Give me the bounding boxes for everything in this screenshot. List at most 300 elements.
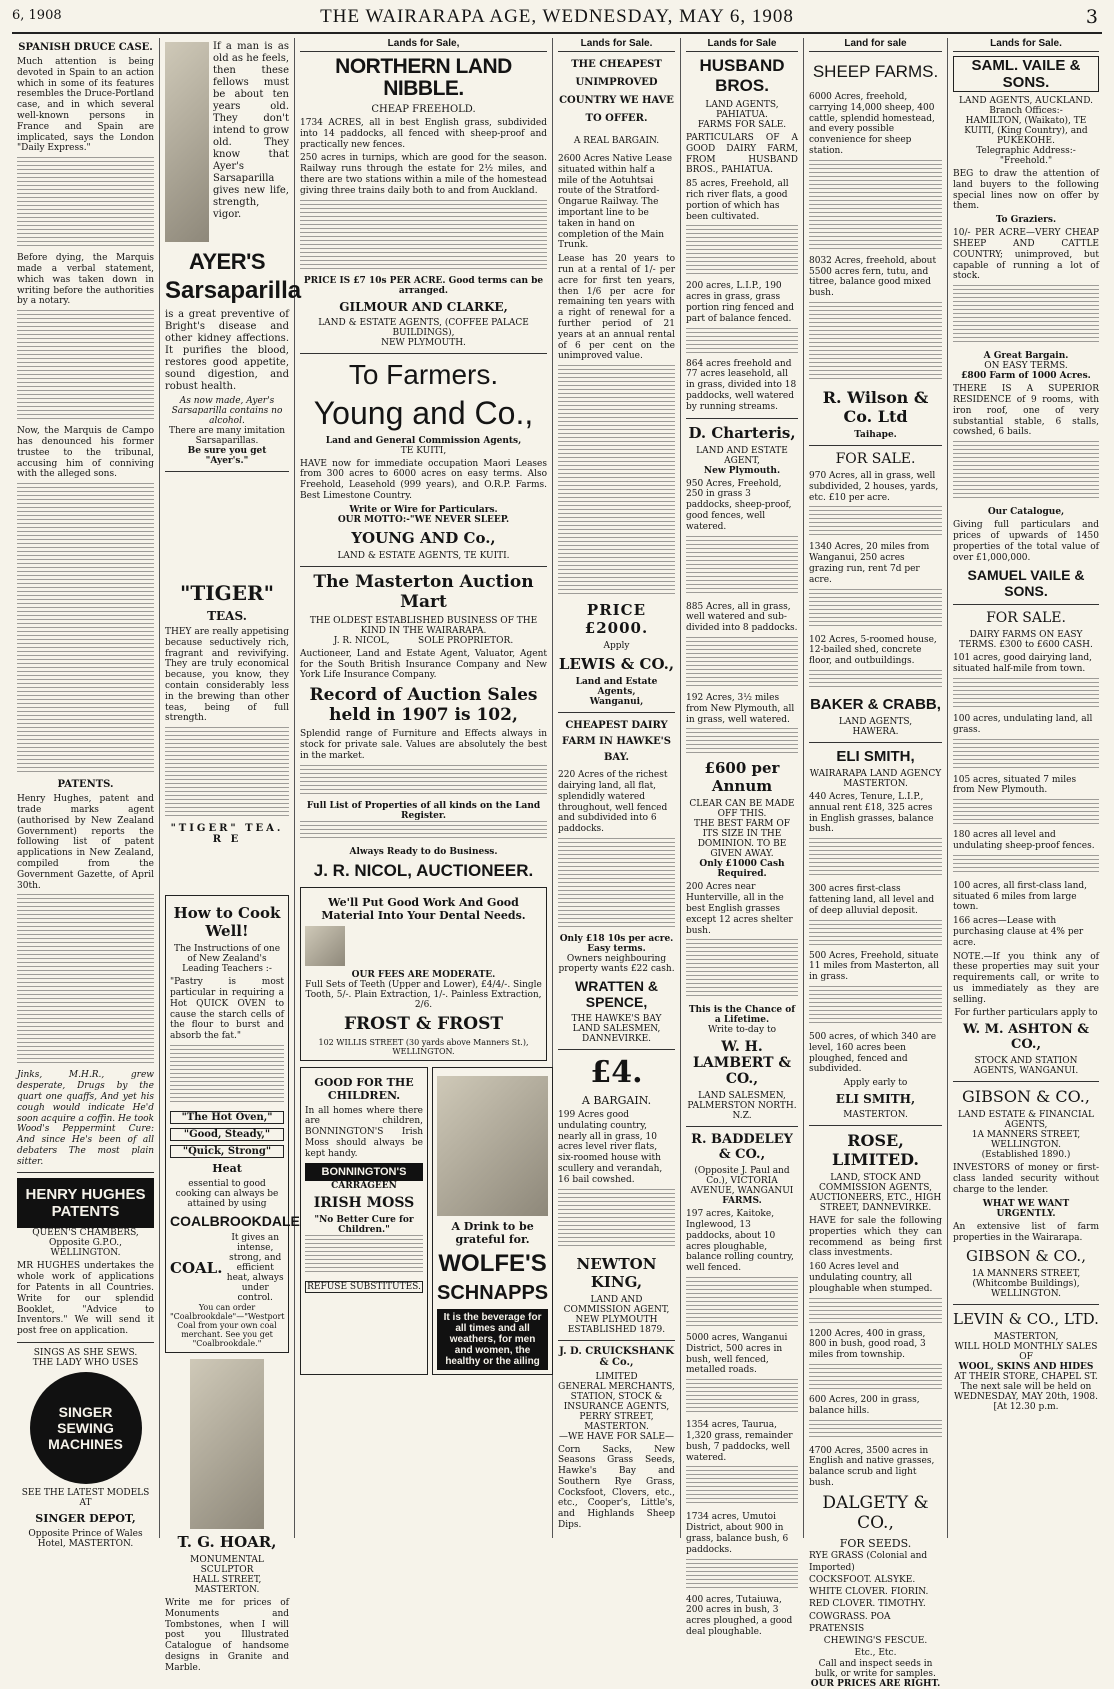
lot-300: 300 acres first-class fattening land, all level and of deep alluvial deposit. [809, 884, 935, 916]
patents-text: Henry Hughes, patent and trade marks agent (authorised by New Zealand Government) reports the following list of patent applications in New Zealand, compiled from the Government Gazette, of April 30th. [17, 794, 154, 891]
to-farmers: To Farmers. [348, 358, 499, 390]
want-body: An extensive list of farm properties in the Wairarapa. [953, 1221, 1099, 1243]
young-body: HAVE now for immediate occupation Maori Leases from 300 acres to 6000 acres on easy terms. Also Freehold, Leasehold (999 years), and O.R.P. Farms. Best Limestone Country. [300, 458, 547, 502]
text-lines [686, 1559, 798, 1589]
lot-1200: 1200 Acres, 400 in grass, 800 in bush, good road, 3 miles from township. [809, 1328, 926, 1361]
text-lines [686, 536, 798, 596]
lot-864: 864 acres freehold and 77 acres leasehold, all in grass, divided into 18 paddocks, well watered by running streams. [686, 358, 797, 412]
young-address: LAND & ESTATE AGENTS, TE KUITI. [337, 550, 510, 561]
wilson-co: R. Wilson & Co. Ltd [822, 387, 929, 426]
singer-logo-text: SINGER SEWING MACHINES [48, 1404, 123, 1453]
text-lines [953, 285, 1099, 345]
lot-200b: 200 Acres near Hunterville, all in the best English grasses except 12 acres shelter bush. [686, 882, 793, 936]
lot-100b: 100 acres, all first-class land, situated 6 miles from large town. [953, 880, 1088, 913]
monumental-sculptor: MONUMENTAL SCULPTOR [190, 1555, 264, 1576]
te-kuiti: TE KUITI, [400, 445, 447, 456]
fees-moderate: OUR FEES ARE MODERATE. [351, 969, 496, 980]
text-lines [809, 838, 942, 878]
at-their-store: AT THEIR STORE, CHAPEL ST. [954, 1372, 1098, 1383]
boys-illustration [165, 42, 209, 242]
what-we-want: WHAT WE WANT URGENTLY. [982, 1198, 1070, 1219]
divider [809, 445, 942, 446]
lot-105: 105 acres, situated 7 miles from New Plymouth. [953, 774, 1077, 796]
cheapest-unimproved: THE CHEAPEST UNIMPROVED COUNTRY WE HAVE TO OFFER. [559, 59, 674, 124]
note: NOTE.—If you think any of these properties may suit your requirements call, or write to us immediately as they are selling. [953, 951, 1099, 1005]
best-farm: THE BEST FARM OF ITS SIZE IN THE DOMINION. TO BE GIVEN AWAY. [694, 819, 790, 860]
seed-item: COCKSFOOT. ALSYKE. [809, 1575, 916, 1586]
jinks-verse: Jinks, M.H.R., grew desperate, Drugs by the quart one quaffs, And yet his cough would indicate He'd soon acquire a coffin. He took Wood's Peppermint Cure: And since He's been of all debaters The most plain sitter. [17, 1070, 154, 1167]
text-lines [686, 1466, 798, 1506]
next-sale: The next sale will be held on [960, 1382, 1092, 1393]
divider [953, 1081, 1099, 1082]
text-lines [809, 160, 942, 250]
sale-date: WEDNESDAY, MAY 20th, 1908. [953, 1392, 1098, 1403]
column-5 [681, 38, 804, 1638]
tiger-name: "TIGER" [179, 581, 275, 606]
cruickshank: J. D. CRUICKSHANK & Co., [559, 1345, 674, 1368]
grass-seed-list [809, 1550, 942, 1659]
divider [165, 471, 289, 472]
lot-160: 160 Acres level and undulating country, all ploughable when stumped. [809, 1262, 933, 1294]
tiger-body: THEY are really appetising because seductively rich, fragrant and revivifying. They are truly economical because, you know, they contain considerably less in the brewing than other teas, being of full strength. [165, 627, 289, 724]
page-number: 3 [1085, 6, 1098, 28]
column-header: Lands for Sale, [300, 38, 547, 52]
text-lines [686, 939, 798, 999]
nicol-auctioneer: J. R. NICOL, AUCTIONEER. [313, 860, 534, 880]
text-lines [809, 302, 942, 382]
northern-land-nibble: NORTHERN LAND NIBBLE. [335, 55, 512, 101]
text-lines [809, 1420, 942, 1440]
text-lines [686, 225, 798, 275]
divider [558, 1340, 675, 1341]
text-lines [686, 1277, 798, 1327]
divider [558, 712, 675, 713]
lot-1340: 1340 Acres, 20 miles from Wanganui, 250 acres grazing run, rent 7d per acre. [809, 542, 930, 585]
lot-500: 500 Acres, Freehold, situate 11 miles from Masterton, all in grass. [809, 950, 939, 983]
text-lines [300, 821, 547, 841]
pastry-quote: "Pastry is most particular in requiring a Hot QUICK OVEN to cause the starch cells of the flour to burst and absorb the fat." [170, 977, 284, 1042]
waiter-illustration [437, 1076, 548, 1216]
record-body: Splendid range of Furniture and Effects always in stock for private sale. Values are absolutely the best in the market. [300, 729, 547, 761]
lot-101: 101 acres, good dairying land, situated half-mile from town. [953, 653, 1092, 675]
for-sale: FOR SALE. [986, 610, 1066, 627]
how-to-cook-ad [165, 895, 300, 1353]
oldest-established: THE OLDEST ESTABLISHED BUSINESS OF THE KIND IN THE WAIRARAPA. [309, 615, 538, 636]
column-7 [948, 38, 1104, 1538]
text-lines [809, 589, 942, 629]
baker-sub: LAND AGENTS, [838, 716, 913, 727]
will-hold: WILL HOLD MONTHLY SALES [954, 1342, 1098, 1353]
lot-950: 950 Acres, Freehold, 250 in grass 3 paddocks, sheep-proof, good fences, well watered. [686, 478, 792, 532]
sarsaparilla-title: Sarsaparilla [165, 277, 302, 305]
masthead-title: THE WAIRARAPA AGE, WEDNESDAY, MAY 6, 1908 [320, 6, 794, 27]
full-list: Full List of Properties of all kinds on the Land Register. [306, 800, 541, 821]
charteris: D. Charteris, [688, 423, 796, 442]
established-1890: (Established 1890.) [981, 1150, 1071, 1161]
rose-body: HAVE for sale the following properties which they can recommend as being first class investments. [809, 1216, 942, 1259]
divider [809, 1125, 942, 1126]
new-plymouth: NEW PLYMOUTH. [381, 337, 466, 348]
six-hundred-per-annum: £600 per Annum [704, 759, 780, 796]
text-lines [686, 1379, 798, 1414]
eli-smith: ELI SMITH, [836, 747, 915, 765]
text-lines [953, 799, 1099, 824]
text-lines [809, 506, 942, 536]
schnapps-name: SCHNAPPS [437, 1281, 549, 1304]
lot-100: 100 acres, undulating land, all grass. [953, 713, 1093, 735]
spacer [165, 849, 289, 889]
lower-ads-row [300, 1067, 547, 1375]
text-lines [953, 678, 1099, 708]
seed-item: CHEWING'S FESCUE. [823, 1635, 928, 1646]
text-lines [809, 1364, 942, 1389]
rose-sub: LAND, STOCK AND COMMISSION AGENTS, AUCTIONEERS, ETC., HIGH STREET, DANNEVIRKE. [809, 1173, 942, 1214]
cruickshank-items: Corn Sacks, New Seasons Grass Seeds, Hawke's Bay and Southern Rye Grass, Cocksfoot, Clovers, etc., etc., Cooper's, Little's, and Highlands Sheep Dips. [558, 1444, 675, 1531]
masterton-2: MASTERTON. [843, 1110, 908, 1121]
imitation-note: There are many imitation Sarsaparillas. [168, 426, 286, 447]
levin-place: MASTERTON, [993, 1332, 1059, 1343]
spanish-text: Before dying, the Marquis made a verbal statement, which was taken down in writing before the authorities by a notary. [17, 253, 154, 307]
refuse-substitutes: REFUSE SUBSTITUTES. [305, 1281, 423, 1293]
always-ready: Always Ready to do Business. [349, 846, 498, 857]
good-steady-label: "Good, Steady," [170, 1128, 284, 1141]
gibson-signature: GIBSON & CO., [966, 1247, 1086, 1266]
hughes-text: MR HUGHES undertakes the whole work of applications for Patents in all Countries. Write for our splendid Booklet, "Advice to Inventors." We will send it post free on application. [17, 1261, 154, 1337]
ashton: W. M. ASHTON & CO., [963, 1022, 1089, 1053]
hall-street: HALL STREET, MASTERTON. [192, 1575, 262, 1596]
for-sale: FOR SALE. [835, 450, 916, 467]
sale-time: [At 12.30 p.m. [993, 1402, 1059, 1413]
perry-street: PERRY STREET, MASTERTON. [579, 1411, 654, 1432]
manners-street: 1A MANNERS STREET, WELLINGTON. [971, 1130, 1081, 1151]
text-lines [305, 1235, 423, 1275]
our-catalogue: Our Catalogue, [987, 507, 1065, 518]
column-1 [12, 38, 160, 1550]
divider [953, 1304, 1099, 1305]
sheep-farms: SHEEP FARMS. [812, 62, 939, 81]
price-line: PRICE IS £7 10s PER ACRE. Good terms can be arranged. [303, 275, 544, 296]
text-lines [558, 1189, 675, 1249]
singer-logo [30, 1372, 142, 1484]
column-header: Lands for Sale. [953, 38, 1099, 52]
dairy-farms: DAIRY FARMS ON EASY TERMS. £300 to £600 CASH. [959, 630, 1093, 651]
coal-row [170, 1233, 284, 1303]
coal-label: COAL. [170, 1259, 223, 1278]
write-wire: Write or Wire for Particulars. [349, 504, 498, 515]
easy-terms: ON EASY TERMS. [984, 361, 1068, 372]
call-inspect: Call and inspect seeds in bulk, or write for samples. [815, 1659, 936, 1680]
good-for-children: GOOD FOR THE CHILDREN. [314, 1075, 414, 1102]
apply-early: Apply early to [843, 1078, 908, 1089]
newton-place: NEW PLYMOUTH [575, 1314, 658, 1325]
wanganui: Wanganui, [589, 697, 644, 708]
chance-lifetime: This is the Chance of a Lifetime. [688, 1005, 796, 1026]
four-pounds: £4. [590, 1054, 643, 1090]
text-lines [165, 727, 289, 817]
dental-headline: We'll Put Good Work And Good Material Into Your Dental Needs. [321, 895, 526, 922]
divider [17, 1342, 154, 1343]
lot-220: 220 Acres of the richest dairying land, all flat, splendidly watered throughout, well fenced and subdivided into 6 paddocks. [558, 770, 668, 835]
catalogue-body: Giving full particulars and prices of upwards of 1450 properties of the total value of over £1,000,000. [953, 520, 1099, 563]
gilmour-address: LAND & ESTATE AGENTS, (COFFEE PALACE BUILDINGS), [318, 317, 529, 338]
vaile-intro: BEG to draw the attention of land buyers to the following special lines now on offer by them. [953, 169, 1099, 212]
established-1879: ESTABLISHED 1879. [567, 1324, 666, 1335]
we-have-for-sale: —WE HAVE FOR SALE— [559, 1431, 674, 1442]
of-label: OF [1019, 1352, 1033, 1363]
how-to-cook-title: How to Cook Well! [173, 904, 281, 941]
divider [17, 1172, 154, 1173]
lot-192: 192 Acres, 3½ miles from New Plymouth, all in grass, well watered. [686, 692, 795, 725]
text-lines [300, 200, 547, 270]
column-6 [804, 38, 948, 1689]
irish-moss: IRISH MOSS [313, 1194, 415, 1211]
lot-8032: 8032 Acres, freehold, about 5500 acres fern, tutu, and titree, balance good mixed bush. [809, 255, 937, 299]
lot-166: 166 acres—Lease with purchasing clause at 4% per acre. [953, 916, 1084, 948]
lot-199: 199 Acres good undulating country, nearly all in grass, 10 acres level river flats, six-roomed house with scullery and verandah, 16 bail cowshed. [558, 1109, 663, 1185]
quick-strong-label: "Quick, Strong" [170, 1145, 284, 1158]
text-lines [953, 441, 1099, 501]
tiger-ring: "TIGER" TEA. R E [170, 823, 284, 846]
baddeley: R. BADDELEY & CO., [691, 1132, 793, 1163]
divider [300, 353, 547, 354]
divider [300, 566, 547, 567]
divider [809, 742, 942, 743]
wool-skins: WOOL, SKINS AND HIDES [958, 1362, 1094, 1373]
text-lines [558, 365, 675, 595]
newton-sub: LAND AND COMMISSION AGENT, [563, 1294, 670, 1315]
logo-text: HENRY HUGHES PATENTS [25, 1186, 146, 1221]
branches: HAMILTON, (Waikato), TE KUITI, (King Country), and PUKEKOHE. [964, 116, 1088, 146]
masterton-auction-mart: The Masterton Auction Mart [313, 571, 534, 612]
manners-signature: 1A MANNERS STREET, (Whitcombe Buildings), WELLINGTON. [971, 1269, 1081, 1300]
text-lines [953, 739, 1099, 769]
lady-who-uses: THE LADY WHO USES [32, 1358, 139, 1369]
patents-headline: PATENTS. [57, 779, 114, 791]
graziers-body: 10/- PER ACRE—VERY CHEAP SHEEP AND CATTLE COUNTRY; unimproved, but capable of running a lot of stock. [953, 228, 1099, 282]
general-merchants: GENERAL MERCHANTS, STATION, STOCK & INSURANCE AGENTS, [558, 1381, 675, 1412]
gibson: GIBSON & CO., [962, 1087, 1090, 1107]
limited: LIMITED [595, 1371, 638, 1382]
great-bargain: A Great Bargain. [983, 351, 1069, 362]
heat-body: essential to good cooking can always be attained by using [175, 1179, 279, 1210]
divider [686, 418, 798, 419]
wairarapa-agency: WAIRARAPA LAND AGENCY [809, 768, 942, 779]
see-latest-models: SEE THE LATEST MODELS [21, 1488, 150, 1499]
no-alcohol: As now made, Ayer's Sarsaparilla contains no alcohol. [171, 396, 283, 427]
spanish-text: Now, the Marquis de Campo has denounced his former trustee to the tribunal, accusing him of conniving with the alleged sons. [17, 426, 154, 480]
for-seeds: FOR SEEDS. [839, 1536, 912, 1550]
wolfes-name: WOLFE'S [438, 1249, 547, 1277]
text-lines [17, 894, 154, 1064]
young-signature: YOUNG AND Co., [351, 528, 496, 547]
be-sure: Be sure you get "Ayer's." [187, 446, 267, 467]
divider [953, 604, 1099, 605]
levin-co: LEVIN & CO., LTD. [953, 1310, 1099, 1329]
tiger-arch-lettering [165, 477, 289, 577]
ayer-body: is a great preventive of Bright's disease and other kidney affections. It purifies the blood, restores good appetite, sound digestion, and robust health. [165, 309, 289, 393]
price-2000: PRICE £2000. [584, 601, 649, 638]
masthead [12, 6, 1102, 34]
only-18: Only £18 10s per acre. Easy terms. [559, 933, 674, 954]
eli-smith-signature: ELI SMITH, [835, 1092, 916, 1107]
dentist-portrait [305, 926, 345, 966]
masterton: MASTERTON. [843, 778, 908, 789]
lot-85: 85 acres, Freehold, all rich river flats, a good portion of which has been cultivated. [686, 179, 789, 222]
lot-600: 600 Acres, 200 in grass, balance hills. [809, 1395, 920, 1416]
saml-vaile: SAML. VAILE & SONS. [953, 56, 1099, 92]
ayer-intro-text: If a man is as old as he feels, then these fellows must be about ten years old. They don't intend to grow old. They know that Ayer's Sarsaparilla gives new life, strength, vigor. [213, 41, 289, 220]
singer-depot: SINGER DEPOT, [35, 1512, 136, 1526]
seed-item: RED CLOVER. TIMOTHY. [809, 1599, 926, 1610]
column-3 [295, 38, 553, 1538]
text-lines [809, 670, 942, 690]
lot-5000: 5000 acres, Wanganui District, 500 acres in bush, well fenced, metalled roads. [686, 1333, 788, 1376]
baddeley-sub: (Opposite J. Paul and Co.), VICTORIA AVENUE, WANGANUI [690, 1166, 794, 1197]
lot-197: 197 acres, Kaitoke, Inglewood, 13 paddocks, about 10 acres ploughable, balance rolling country, well fenced. [686, 1209, 794, 1274]
husband-sub: LAND AGENTS, [705, 100, 779, 110]
farm-800: £800 Farm of 1000 Acres. [961, 371, 1091, 382]
dental-body: Full Sets of Teeth (Upper and Lower), £4/4/-. Single Tooth, 5/-. Plain Extraction, 1/-. Painless Extraction, 2/6. [305, 979, 542, 1010]
sings-headline: SINGS AS SHE SEWS. [33, 1348, 138, 1359]
column-header: Land for sale [809, 38, 942, 52]
lot-440: 440 Acres, Tenure, L.I.P., annual rent £18, 325 acres in English grasses, balance bush. [809, 791, 934, 835]
investors: INVESTORS of money or first-class landed security without charge to the lender. [953, 1163, 1099, 1196]
hawera: HAWERA. [852, 726, 899, 737]
text-lines [809, 986, 942, 1026]
dalgety: DALGETY & CO., [822, 1492, 929, 1533]
samuel-vaile: SAMUEL VAILE & SONS. [967, 567, 1085, 600]
to-graziers: To Graziers. [995, 215, 1057, 226]
text-lines [953, 855, 1099, 875]
lot-1734b: 1734 acres, Umutoi District, about 900 in grass, balance bush, 6 paddocks. [686, 1512, 789, 1555]
henry-hughes-patents-logo [17, 1178, 154, 1228]
text-lines [17, 483, 154, 773]
lewis-sub: Land and Estate Agents, [575, 677, 658, 698]
text-lines [686, 728, 798, 753]
seed-item: Etc., Etc. [854, 1647, 897, 1658]
newton-king: NEWTON KING, [576, 1254, 657, 1291]
beverage-tagline: It is the beverage for all times and all weathers, for men and women, the healthy or the ailing [437, 1309, 548, 1370]
northern-body: 250 acres in turnips, which are good for the season. Railway runs through the estate for 2½ miles, and there are two stations within a mile of the homestead giving three trains daily both to and from Auckland. [300, 153, 547, 196]
at-label: AT [79, 1498, 92, 1509]
our-motto: OUR MOTTO:-"WE NEVER SLEEP. [337, 514, 510, 525]
apply-label: Apply [603, 641, 630, 652]
text-lines [558, 838, 675, 928]
tiger-teas: TEAS. [207, 609, 247, 624]
text-lines [17, 310, 154, 420]
divider [686, 1126, 798, 1127]
coalbrookdale-title: COALBROOKDALE [170, 1213, 300, 1230]
vaile-sub: LAND AGENTS, AUCKLAND. [959, 96, 1093, 106]
lot-6000: 6000 Acres, freehold, carrying 14,000 sheep, 400 cattle, splendid homestead, and every possible convenience for sheep station. [809, 92, 935, 156]
lease-body: Lease has 20 years to run at a rental of 1/- per acre for first ten years, then 1/6 per acre for remaining ten years with a right of renewal for a further period of 21 years at an annual rental of 6 per cent on the unimproved value. [558, 254, 675, 362]
lambert-sub: LAND SALESMEN, PALMERSTON NORTH. N.Z. [687, 1091, 797, 1122]
column-4 [553, 38, 681, 1538]
lot-885: 885 Acres, all in grass, well watered and sub-divided into 8 paddocks. [686, 601, 798, 634]
baker-crabb: BAKER & CRABB, [810, 695, 941, 713]
young-and-co: Young and Co., [313, 394, 534, 431]
taihape: Taihape. [854, 429, 897, 440]
lot-102: 102 Acres, 5-roomed house, 12-bailed shed, concrete floor, and outbuildings. [809, 634, 937, 667]
acres-1734: 1734 ACRES, all in best English grass, subdivided into 14 paddocks, all fenced with sheep-proof and practically new fences. [300, 118, 547, 150]
text-lines [686, 637, 798, 687]
lot-970: 970 Acres, all in grass, well subdivided, 2 houses, yards, etc. £10 per acre. [809, 470, 939, 503]
queens-chambers: QUEEN'S CHAMBERS, Opposite G.P.O., WELLINGTON. [32, 1228, 139, 1259]
frost-address: 102 WILLIS STREET (30 yards above Manners St.), WELLINGTON. [318, 1037, 529, 1056]
gibson-sub: LAND ESTATE & FINANCIAL AGENTS, [958, 1110, 1094, 1131]
moss-body: In all homes where there are children, BONNINGTON'S Irish Moss should always be kept handy. [305, 1105, 423, 1159]
drink-grateful: A Drink to be grateful for. [451, 1219, 534, 1246]
lewis-and-co: LEWIS & CO., [558, 655, 675, 674]
rose-limited: ROSE, LIMITED. [832, 1131, 919, 1170]
charteris-place: New Plymouth. [703, 465, 781, 476]
hoar-body: Write me for prices of Monuments and Tombstones, when I will post you Illustrated Catalogue of handsome designs in Granite and Marble. [165, 1598, 289, 1673]
further-particulars: For further particulars apply to [954, 1008, 1098, 1019]
cheapest-dairy: CHEAPEST DAIRY FARM IN HAWKE'S BAY. [562, 720, 671, 764]
heat-label: Heat [212, 1162, 242, 1176]
lot-4700: 4700 Acres, 3500 acres in English and native grasses, balance scrub and light bush. [809, 1445, 935, 1489]
ayers-name: AYER'S [188, 249, 265, 274]
charteris-sub: LAND AND ESTATE AGENT, [696, 445, 788, 466]
lot-1354: 1354 acres, Taurua, 1,320 grass, remainder bush, 7 paddocks, well watered. [686, 1420, 793, 1463]
seed-item: WHITE CLOVER. FIORIN. [809, 1587, 929, 1598]
singer-address: Opposite Prince of Wales Hotel, MASTERTON. [28, 1529, 143, 1550]
text-lines [17, 157, 154, 247]
how-to-cook-sub: The Instructions of one of New Zealand's Leading Teachers :- [173, 944, 281, 975]
nicol-proprietor: J. R. NICOL, SOLE PROPRIETOR. [333, 635, 514, 646]
ashton-sub: STOCK AND STATION AGENTS, WANGANUI. [973, 1056, 1079, 1077]
clear-note: CLEAR CAN BE MADE OFF THIS. [689, 799, 795, 820]
lot-180: 180 acres all level and undulating sheep-proof fences. [953, 830, 1095, 851]
monument-illustration [190, 1359, 264, 1529]
text-lines [809, 1298, 942, 1323]
only-1000: Only £1000 Cash Required. [699, 859, 785, 880]
text-lines [300, 765, 547, 795]
ayer-intro [165, 38, 289, 246]
divider [558, 1049, 675, 1050]
lot-200: 200 acres, L.I.P., 190 acres in grass, grass portion ring fenced and part of balance fenced. [686, 281, 795, 324]
text-lines [170, 1045, 284, 1105]
seed-item: COWGRASS. POA PRATENSIS [809, 1611, 891, 1634]
prices-right: OUR PRICES ARE RIGHT. [810, 1679, 941, 1689]
a-bargain: A BARGAIN. [581, 1093, 652, 1107]
frost-and-frost: FROST & FROST [343, 1013, 504, 1034]
text-lines [809, 920, 942, 945]
wratten-sub: THE HAWKE'S BAY LAND SALESMEN, DANNEVIRKE. [571, 1013, 662, 1044]
wratten-spence: WRATTEN & SPENCE, [575, 977, 658, 1010]
gilmour-clarke: GILMOUR AND CLARKE, [339, 299, 508, 314]
hot-oven-label: "The Hot Oven," [170, 1111, 284, 1124]
husband-bros: HUSBAND BROS. [699, 56, 785, 95]
carrageen: CARRAGEEN [331, 1180, 397, 1191]
real-bargain: A REAL BARGAIN. [573, 136, 660, 146]
nicol-body: Auctioneer, Land and Estate Agent, Valuator, Agent for the South British Insurance Company and New York Life Insurance Company. [300, 648, 547, 681]
bonnington-name: BONNINGTON'S [305, 1163, 423, 1181]
spanish-headline: SPANISH DRUCE CASE. [18, 42, 153, 53]
young-sub: Land and General Commission Agents, [325, 435, 522, 446]
lot-400: 400 acres, Tutaiuwa, 200 acres in bush, 3 acres ploughed, a good deal ploughable. [686, 1594, 793, 1638]
column-header: Lands for Sale. [558, 38, 675, 52]
wolfes-schnapps-ad [432, 1067, 553, 1375]
record-of-sales: Record of Auction Sales held in 1907 is 102, [309, 685, 538, 726]
no-better-cure: "No Better Cure for Children." [314, 1214, 414, 1235]
owners-note: Owners neighbouring property wants £22 cash. [558, 953, 675, 974]
masthead-date: 6, 1908 [12, 8, 62, 23]
farms-label: FARMS. [722, 1196, 762, 1207]
bonnington-ad [300, 1067, 428, 1375]
frost-dental-ad [300, 887, 547, 1061]
write-today: Write to-day to [707, 1025, 776, 1036]
